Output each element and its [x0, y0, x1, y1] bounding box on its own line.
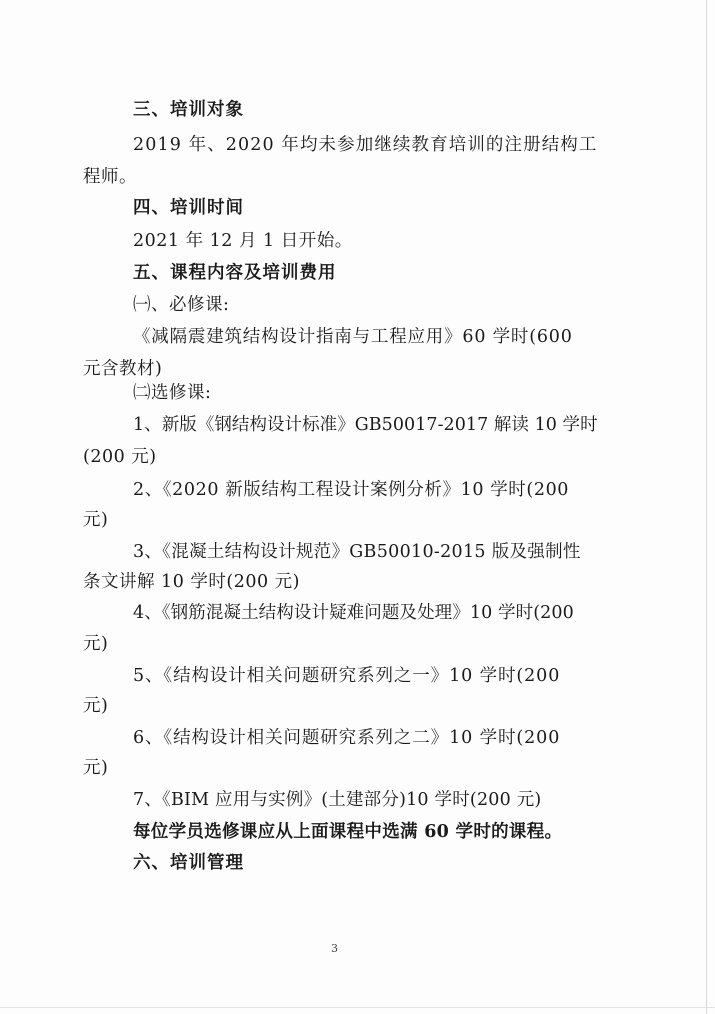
elective-item-5-line2: 元) — [83, 696, 109, 716]
paragraph-training-target-line2: 程师。 — [83, 167, 137, 187]
elective-item-3-line2: 条文讲解 10 学时(200 元) — [83, 572, 301, 592]
section-heading-training-target: 三、培训对象 — [133, 100, 244, 120]
elective-requirement-note: 每位学员选修课应从上面课程中选满 60 学时的课程。 — [133, 822, 563, 842]
paragraph-training-time: 2021 年 12 月 1 日开始。 — [133, 231, 353, 251]
elective-item-6-line1: 6、《结构设计相关问题研究系列之二》10 学时(200 — [133, 728, 561, 748]
page-edge-bottom — [0, 1007, 715, 1008]
elective-item-1-line2: (200 元) — [83, 447, 157, 467]
elective-item-2-line2: 元) — [83, 510, 109, 530]
elective-item-4-line2: 元) — [83, 634, 109, 654]
page-number: 3 — [331, 942, 338, 955]
page-edge-right — [706, 0, 707, 1014]
section-heading-training-time: 四、培训时间 — [133, 198, 244, 218]
elective-item-5-line1: 5、《结构设计相关问题研究系列之一》10 学时(200 — [133, 666, 561, 686]
required-course-line2: 元含教材) — [83, 359, 163, 379]
elective-item-2-line1: 2、《2020 新版结构工程设计案例分析》10 学时(200 — [133, 480, 570, 500]
elective-item-3-line1: 3、《混凝土结构设计规范》GB50010-2015 版及强制性 — [133, 542, 581, 562]
required-course-label: ㈠、必修课: — [133, 295, 230, 315]
required-course-line1: 《减隔震建筑结构设计指南与工程应用》60 学时(600 — [133, 327, 573, 347]
section-heading-training-management: 六、培训管理 — [133, 853, 244, 873]
elective-item-7-line1: 7、《BIM 应用与实例》(土建部分)10 学时(200 元) — [133, 790, 542, 810]
elective-item-1-line1: 1、新版《钢结构设计标准》GB50017-2017 解读 10 学时 — [133, 415, 598, 435]
elective-course-label: ㈡选修课: — [133, 383, 212, 403]
elective-item-6-line2: 元) — [83, 758, 109, 778]
paragraph-training-target-line1: 2019 年、2020 年均未参加继续教育培训的注册结构工 — [133, 135, 598, 155]
section-heading-course-content: 五、课程内容及培训费用 — [133, 263, 337, 283]
elective-item-4-line1: 4、《钢筋混凝土结构设计疑难问题及处理》10 学时(200 — [133, 603, 574, 623]
